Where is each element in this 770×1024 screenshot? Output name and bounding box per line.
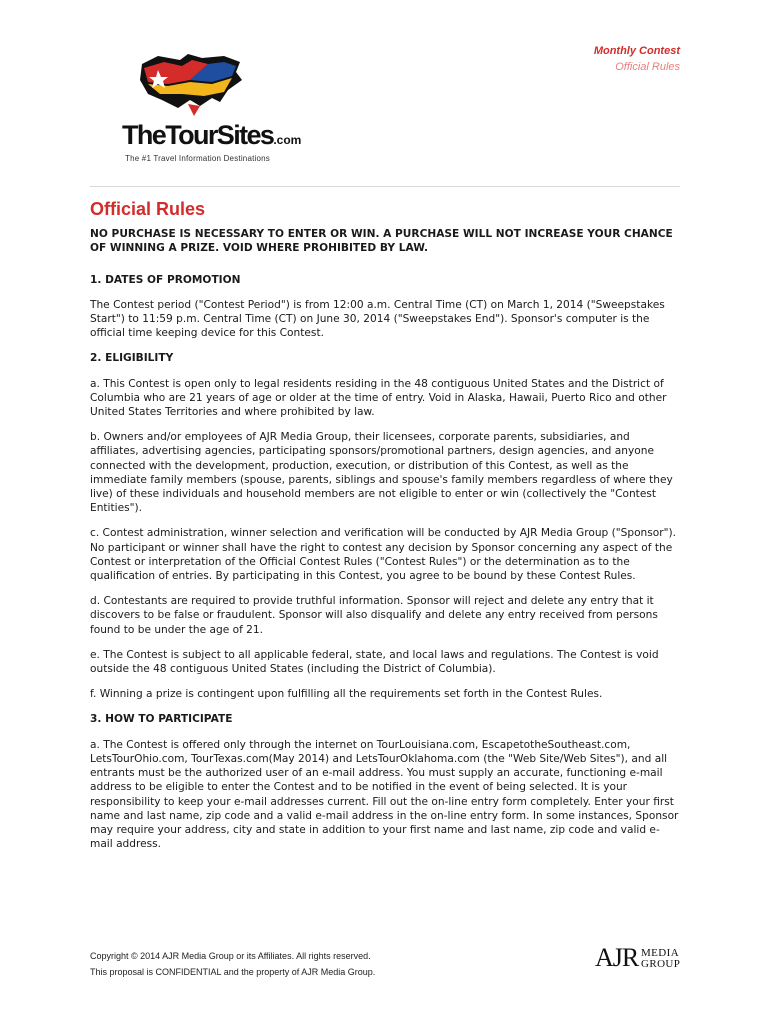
page-header bbox=[594, 43, 680, 75]
section-heading: 2. ELIGIBILITY bbox=[90, 352, 174, 365]
confidential-text: This proposal is CONFIDENTIAL and the property of AJR Media Group. bbox=[90, 967, 376, 977]
disclaimer: NO PURCHASE IS NECESSARY TO ENTER OR WIN. A PURCHASE WILL NOT INCREASE YOUR CHANCE OF WINNING A PRIZE. VOID WHERE PROHIBITED BY LAW. bbox=[90, 228, 673, 255]
paragraph: c. Contest administration, winner selection and verification will be conducted by AJR Media Group ("Sponsor"). No participant or winner shall have the right to contest any decision by Sponsor concerning any aspect of the Contest or interpretation of the Official Contest Rules ("Contest Rules") or the determination as to the qualification of entries. By participating in this Contest, you agree to be bound by these Contest Rules. bbox=[90, 527, 677, 583]
section-how-to-participate bbox=[90, 712, 680, 851]
logo-wordmark: TheTourSites.com bbox=[122, 120, 302, 150]
ajr-logo-words: MEDIA GROUP bbox=[641, 947, 681, 970]
paragraph: a. The Contest is offered only through the internet on TourLouisiana.com, EscapetotheSoutheast.com, LetsTourOhio.com, TourTexas.com(May 2014) and LetsTourOklahoma.com (the "Web Site/Web Sites"), and all entrants must be the authorized user of an e-mail address. You must supply an accurate, functioning e-mail address to be eligible to enter the Contest and to be notified in the event of being selected. It is your responsibility to keep your e-mail addresses current. Fill out the on-line entry form completely. Enter your first name and last name, zip code and a valid e-mail address in the on-line entry form. In some instances, Sponsor may require your address, city and state in addition to your first name and last name, zip code and valid e-mail address. bbox=[90, 738, 679, 851]
thetoursites-logo bbox=[122, 50, 302, 168]
document-title: Official Rules bbox=[90, 199, 206, 219]
ajr-logo-letters: AJR bbox=[595, 943, 639, 972]
copyright-text: Copyright © 2014 AJR Media Group or its Affiliates. All rights reserved. bbox=[90, 951, 371, 961]
section-eligibility bbox=[90, 351, 680, 701]
header-title: Monthly Contest bbox=[593, 45, 680, 57]
us-map-flag-icon bbox=[128, 50, 248, 120]
paragraph: The Contest period ("Contest Period") is from 12:00 a.m. Central Time (CT) on March 1, 2014 ("Sweepstakes Start") to 11:59 p.m. Central Time (CT) on June 30, 2014 ("Sweepstakes End"). Sponsor's computer is the official time keeping device for this Contest. bbox=[90, 298, 665, 340]
ajr-media-group-logo bbox=[595, 943, 681, 973]
paragraph: e. The Contest is subject to all applicable federal, state, and local laws and regulations. The Contest is void outside the 48 contiguous United States (including the District of Columbia). bbox=[90, 648, 659, 676]
paragraph: b. Owners and/or employees of AJR Media Group, their licensees, corporate parents, subsidiaries, and affiliates, advertising agencies, participating sponsors/promotional partners, design agencies, and anyone connected with the development, production, execution, or distribution of this Contest, as well as the immediate family members (spouse, parents, siblings and spouse's family members regardless of where they live) of these individuals and household members are not eligible to enter or win (collectively the "Contest Entities"). bbox=[90, 431, 673, 515]
paragraph: f. Winning a prize is contingent upon fulfilling all the requirements set forth in the Contest Rules. bbox=[90, 688, 603, 701]
logo-tagline: The #1 Travel Information Destinations bbox=[125, 154, 271, 163]
header-divider bbox=[90, 186, 680, 187]
paragraph: a. This Contest is open only to legal residents residing in the 48 contiguous United States and the District of Columbia who are 21 years of age or older at the time of entry. Void in Alaska, Hawaii, Puerto Rico and other United States Territories and where prohibited by law. bbox=[90, 377, 667, 419]
section-heading: 3. HOW TO PARTICIPATE bbox=[90, 713, 233, 726]
page-footer bbox=[90, 948, 375, 980]
section-heading: 1. DATES OF PROMOTION bbox=[90, 273, 241, 286]
section-dates bbox=[90, 273, 680, 341]
header-subtitle: Official Rules bbox=[615, 61, 680, 73]
document-body bbox=[90, 199, 680, 862]
paragraph: d. Contestants are required to provide truthful information. Sponsor will reject and delete any entry that it discovers to be false or fraudulent. Sponsor will also disqualify and delete any entry received from persons found to be under the age of 21. bbox=[90, 595, 658, 636]
